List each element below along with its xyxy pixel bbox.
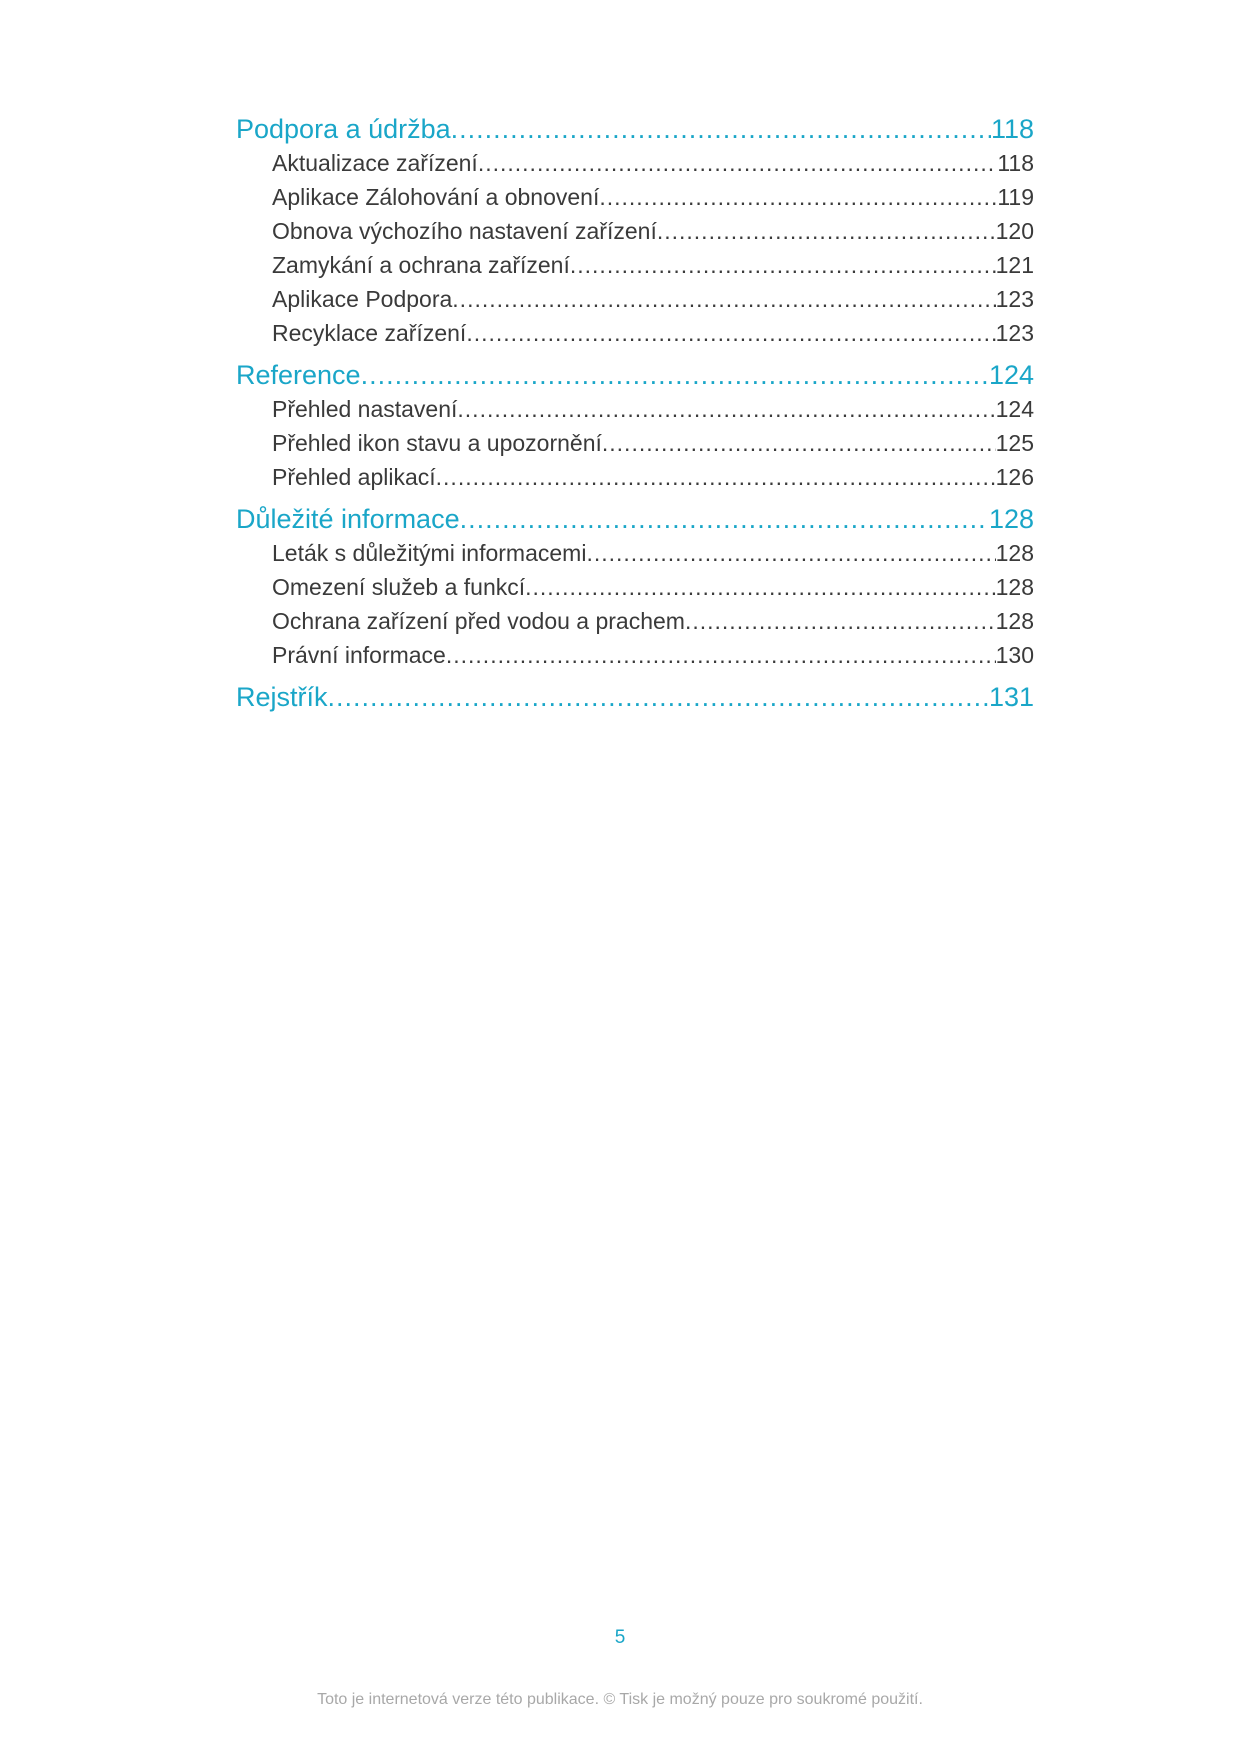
toc-item-link[interactable] [236, 426, 1034, 460]
toc-section [236, 358, 1034, 494]
toc-leader-dots [525, 570, 996, 604]
toc-leader-dots [685, 604, 996, 638]
toc-item-link[interactable] [236, 536, 1034, 570]
toc-item-page: 128 [995, 540, 1034, 566]
toc-item-page: 119 [997, 184, 1034, 210]
toc-item-page: 130 [995, 642, 1034, 668]
toc-item-page: 126 [995, 464, 1034, 490]
toc-leader-dots [586, 536, 995, 570]
toc-leader-dots [466, 316, 995, 350]
toc-leader-dots [436, 460, 996, 494]
toc-item-page: 120 [995, 218, 1034, 244]
toc-leader-dots [452, 282, 995, 316]
footer-note: Toto je internetová verze této publikace. © Tisk je možný pouze pro soukromé použití. [317, 1691, 923, 1708]
toc-heading-title: Podpora a údržba [236, 114, 451, 144]
toc-heading-link[interactable] [236, 502, 1034, 536]
toc-item-page: 128 [995, 574, 1034, 600]
toc-heading-title: Rejstřík [236, 682, 328, 712]
toc-item-title: Ochrana zařízení před vodou a prachem [272, 608, 685, 634]
toc-section [236, 680, 1034, 714]
toc-heading-link[interactable] [236, 358, 1034, 392]
toc-item-title: Přehled aplikací [272, 464, 436, 490]
toc-item-link[interactable] [236, 180, 1034, 214]
toc-item-title: Aktualizace zařízení [272, 150, 478, 176]
toc-heading-title: Důležité informace [236, 504, 460, 534]
toc-item-link[interactable] [236, 146, 1034, 180]
toc-heading-page: 124 [988, 360, 1034, 390]
toc-item-title: Aplikace Podpora [272, 286, 453, 312]
table-of-contents [236, 112, 1034, 714]
toc-item-title: Přehled nastavení [272, 396, 458, 422]
toc-leader-dots [602, 426, 996, 460]
toc-leader-dots [328, 680, 989, 714]
toc-leader-dots [457, 392, 995, 426]
toc-heading-title: Reference [236, 360, 361, 390]
toc-item-link[interactable] [236, 214, 1034, 248]
toc-leader-dots [446, 638, 996, 672]
toc-item-title: Aplikace Zálohování a obnovení [272, 184, 600, 210]
toc-item-title: Leták s důležitými informacemi [272, 540, 587, 566]
toc-heading-page: 128 [988, 504, 1034, 534]
toc-section [236, 502, 1034, 672]
toc-leader-dots [570, 248, 996, 282]
toc-item-link[interactable] [236, 638, 1034, 672]
toc-item-link[interactable] [236, 392, 1034, 426]
toc-item-page: 123 [995, 286, 1034, 312]
toc-heading-link[interactable] [236, 680, 1034, 714]
toc-item-page: 118 [997, 150, 1034, 176]
toc-heading-link[interactable] [236, 112, 1034, 146]
toc-leader-dots [599, 180, 997, 214]
toc-item-page: 125 [995, 430, 1034, 456]
toc-item-title: Přehled ikon stavu a upozornění [272, 430, 602, 456]
toc-item-page: 128 [995, 608, 1034, 634]
toc-leader-dots [657, 214, 996, 248]
toc-leader-dots [451, 112, 991, 146]
page-number: 5 [614, 1627, 626, 1648]
toc-item-link[interactable] [236, 460, 1034, 494]
toc-leader-dots [361, 358, 989, 392]
toc-item-page: 121 [995, 252, 1034, 278]
toc-item-link[interactable] [236, 282, 1034, 316]
toc-item-link[interactable] [236, 248, 1034, 282]
toc-item-title: Recyklace zařízení [272, 320, 467, 346]
toc-leader-dots [460, 502, 989, 536]
toc-heading-page: 118 [990, 114, 1034, 144]
toc-item-title: Obnova výchozího nastavení zařízení [272, 218, 657, 244]
toc-item-link[interactable] [236, 316, 1034, 350]
toc-section [236, 112, 1034, 350]
toc-item-title: Omezení služeb a funkcí [272, 574, 526, 600]
toc-item-title: Právní informace [272, 642, 446, 668]
toc-item-title: Zamykání a ochrana zařízení [272, 252, 570, 278]
toc-item-page: 124 [995, 396, 1034, 422]
toc-item-page: 123 [995, 320, 1034, 346]
toc-item-link[interactable] [236, 604, 1034, 638]
toc-leader-dots [478, 146, 998, 180]
toc-heading-page: 131 [988, 682, 1034, 712]
toc-item-link[interactable] [236, 570, 1034, 604]
